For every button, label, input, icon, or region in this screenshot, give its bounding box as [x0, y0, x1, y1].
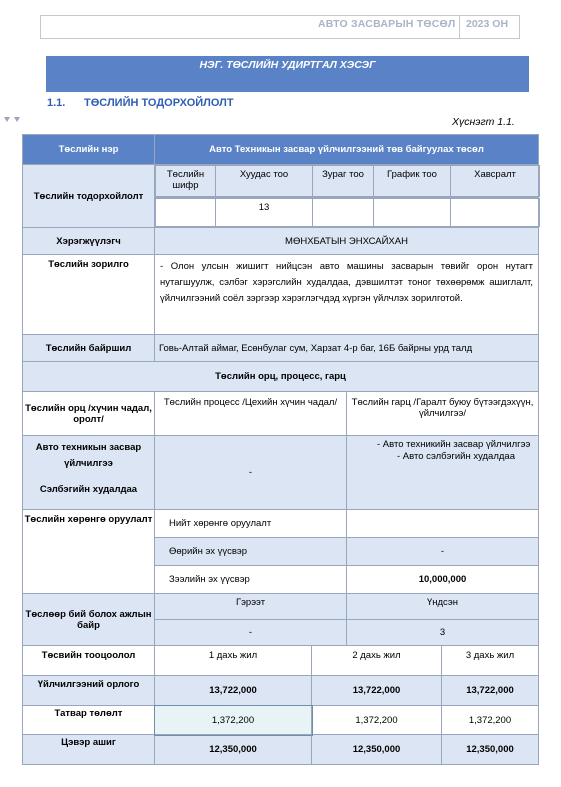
profit-year-3[interactable]: 12,350,000 — [442, 735, 539, 765]
section-number: 1.1. — [47, 97, 66, 109]
service-output-cell — [347, 436, 539, 510]
desc-col-code: Төслийн шифр — [156, 166, 216, 197]
tax-label-cell: Татвар төлөлт — [23, 706, 155, 735]
investment-label-cell: Төслийн хөрөнгө оруулалт — [23, 510, 155, 594]
desc-col-images: Зураг тоо — [313, 166, 374, 197]
desc-val-images[interactable] — [313, 199, 374, 227]
description-values-subtable — [155, 198, 540, 227]
investment-loan-cell: Зээлийн эх үүсвэр — [155, 566, 347, 594]
jobs-main-cell: Үндсэн — [347, 594, 539, 620]
budget-label-cell: Төсвийн тооцоолол — [23, 646, 155, 676]
goal-value-cell[interactable]: - Олон улсын жишигт нийцсэн авто машины засварын төвийг орон нутагт нутагшуулж, сэлбэг хэрэгслийн худалдаа, дэвшилтэт тоног төхөөрөмж ашиглалт, үйлчилгээний соёл зэргээр хэрэглэгчдэд хүргэн үйлчлэх зорилготой. — [155, 255, 539, 335]
revenue-year-2[interactable]: 13,722,000 — [312, 676, 442, 706]
process-section-header: Төслийн орц, процесс, гарц — [23, 362, 539, 392]
tax-year-3[interactable]: 1,372,200 — [442, 706, 539, 735]
description-label-cell: Төслийн тодорхойлолт — [23, 165, 155, 228]
paragraph-marker-icon[interactable] — [4, 117, 10, 122]
investment-own-cell: Өөрийн эх үүсвэр — [155, 538, 347, 566]
profit-year-2[interactable]: 12,350,000 — [312, 735, 442, 765]
desc-val-code[interactable] — [156, 199, 216, 227]
service-label-repair: Авто техникын засвар үйлчилгээ — [35, 442, 142, 469]
profit-year-1[interactable]: 12,350,000 — [155, 735, 312, 765]
investment-own-value[interactable]: - — [347, 538, 539, 566]
chapter-banner — [46, 56, 529, 92]
service-output-parts: - Авто сэлбэгийн худалдаа — [397, 451, 515, 462]
header-title: АВТО ЗАСВАРЫН ТӨСӨЛ — [318, 18, 456, 30]
io-process-cell: Төслийн процесс /Цехийн хүчин чадал/ — [155, 392, 347, 436]
location-value-cell[interactable]: Говь-Алтай аймаг, Есөнбулаг сум, Харзат 4-р баг, 16Б байрны урд талд — [155, 335, 539, 362]
service-label-cell — [23, 436, 155, 510]
implementer-value-cell[interactable]: МӨНХБАТЫН ЭНХСАЙХАН — [155, 228, 539, 255]
header-year: 2023 ОН — [466, 18, 509, 30]
name-value-cell[interactable]: Авто Техникын засвар үйлчилгээний төв байгуулах төсөл — [155, 135, 539, 165]
implementer-label-cell: Хэрэгжүүлэгч — [23, 228, 155, 255]
name-label-cell: Төслийн нэр — [23, 135, 155, 165]
jobs-label-cell: Төслөөр бий болох ажлын байр — [23, 594, 155, 646]
revenue-label-cell: Үйлчилгээний орлого — [23, 676, 155, 706]
year-3-header: 3 дахь жил — [442, 646, 539, 676]
desc-col-graphs: График тоо — [374, 166, 451, 197]
chapter-title: НЭГ. ТӨСЛИЙН УДИРТГАЛ ХЭСЭГ — [199, 59, 376, 71]
year-1-header: 1 дахь жил — [155, 646, 312, 676]
desc-val-graphs[interactable] — [374, 199, 451, 227]
jobs-main-value[interactable]: 3 — [347, 620, 539, 646]
project-definition-table — [22, 134, 539, 765]
profit-label-cell: Цэвэр ашиг — [23, 735, 155, 765]
year-2-header: 2 дахь жил — [312, 646, 442, 676]
desc-val-pages[interactable]: 13 — [216, 199, 313, 227]
desc-col-attachments: Хавсралт — [451, 166, 540, 197]
header-divider — [459, 15, 460, 39]
io-output-cell: Төслийн гарц /Гаралт буюу бүтээгдэхүүн, үйлчилгээ/ — [347, 392, 539, 436]
jobs-contract-cell: Гэрээт — [155, 594, 347, 620]
jobs-contract-value[interactable]: - — [155, 620, 347, 646]
section-title: ТӨСЛИЙН ТОДОРХОЙЛОЛТ — [84, 97, 234, 109]
service-output-repair: - Авто техникийн засвар үйлчилгээ — [377, 439, 531, 450]
service-process-cell: - — [155, 436, 347, 510]
tax-year-1[interactable]: 1,372,200 — [155, 706, 312, 735]
expand-arrow-icon[interactable] — [14, 117, 20, 122]
desc-col-pages: Хуудас тоо — [216, 166, 313, 197]
tax-year-2[interactable]: 1,372,200 — [312, 706, 442, 735]
goal-label-cell: Төслийн зорилго — [23, 255, 155, 335]
io-label-cell: Төслийн орц /хүчин чадал, оролт/ — [23, 392, 155, 436]
revenue-year-3[interactable]: 13,722,000 — [442, 676, 539, 706]
location-label-cell: Төслийн байршил — [23, 335, 155, 362]
investment-loan-value[interactable]: 10,000,000 — [347, 566, 539, 594]
desc-val-attachments[interactable] — [451, 199, 540, 227]
service-label-parts: Сэлбэгийн худалдаа — [39, 484, 138, 495]
revenue-year-1[interactable]: 13,722,000 — [155, 676, 312, 706]
investment-total-value[interactable] — [347, 510, 539, 538]
table-caption: Хүснэгт 1.1. — [452, 116, 515, 128]
investment-total-cell: Нийт хөрөнгө оруулалт — [155, 510, 347, 538]
description-subtable — [155, 165, 540, 197]
